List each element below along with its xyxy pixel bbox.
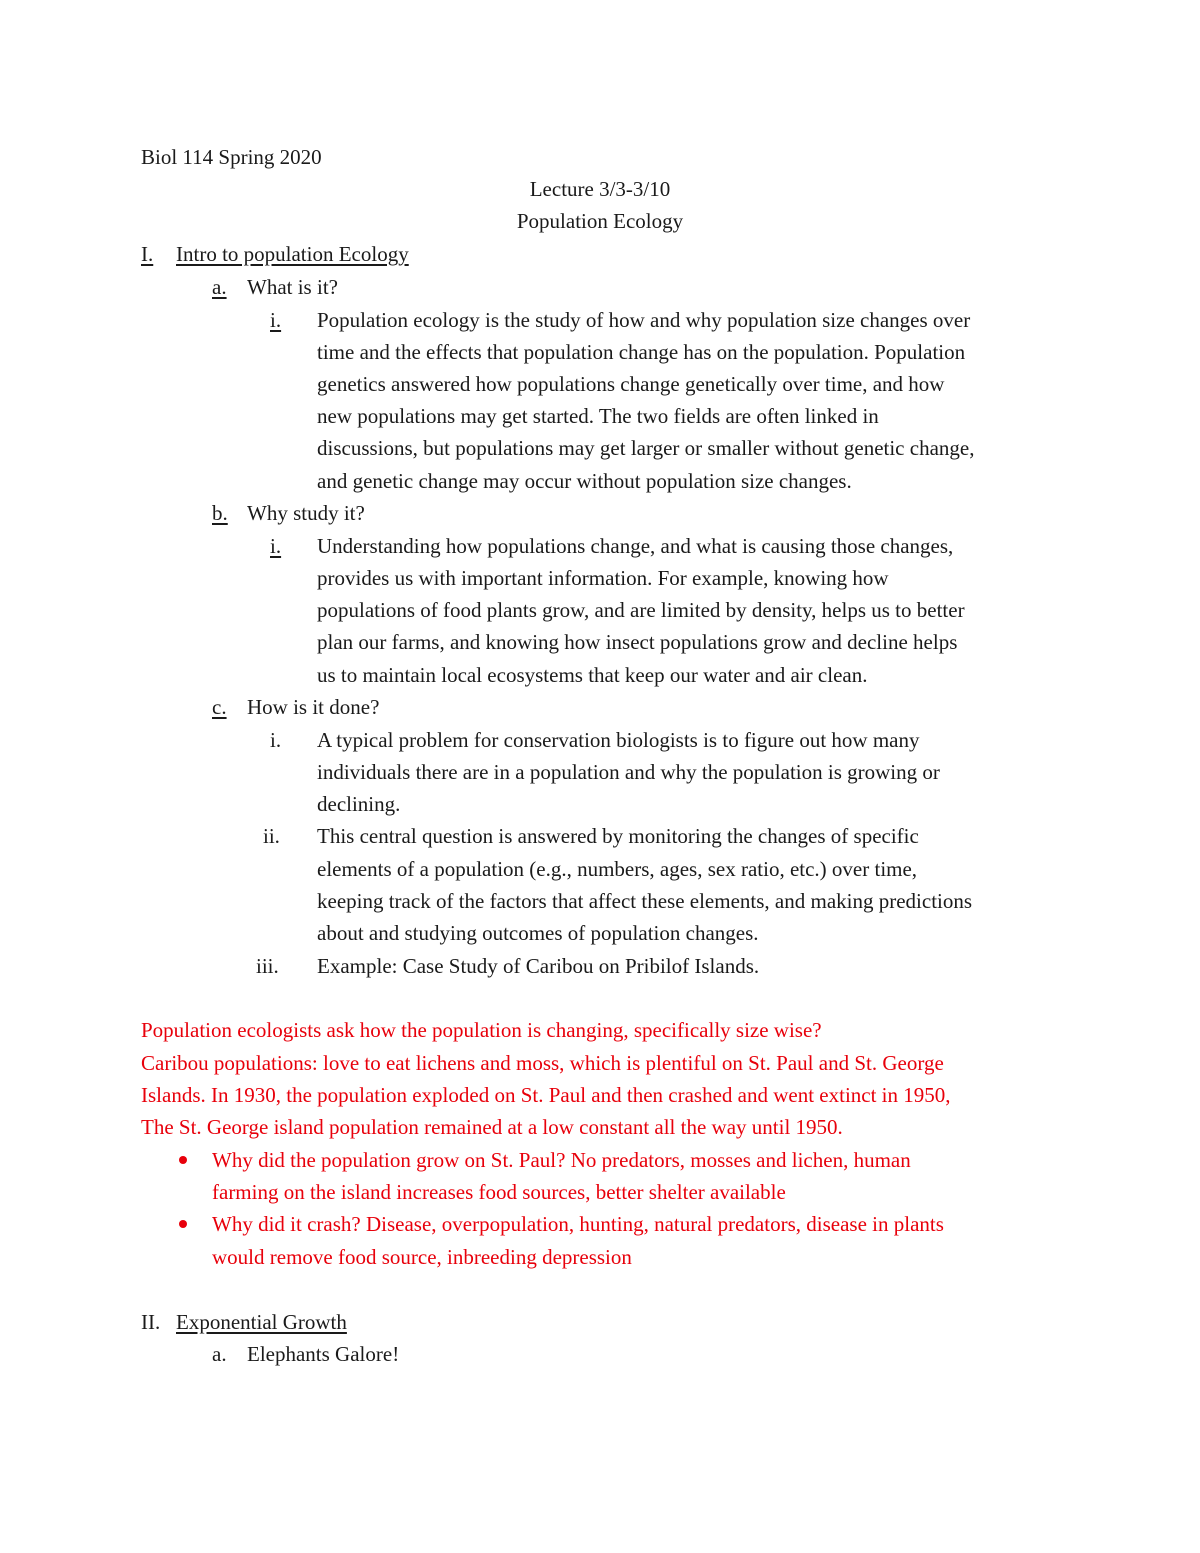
note-line: The St. George island population remained at a low constant all the way until 1950. [141, 1115, 843, 1139]
item-c-ii-marker: ii. [263, 824, 280, 848]
item-b-i-line: populations of food plants grow, and are limited by density, helps us to better [317, 598, 965, 622]
item-a-i-line: genetics answered how populations change genetically over time, and how [317, 372, 945, 396]
item-a-marker: a. [212, 275, 227, 299]
item-b-i-line: us to maintain local ecosystems that keep our water and air clean. [317, 663, 868, 687]
item-c-ii-line: about and studying outcomes of population changes. [317, 921, 759, 945]
item-a-i-line: time and the effects that population change has on the population. Population [317, 340, 966, 364]
note-bullet-line: Why did the population grow on St. Paul? No predators, mosses and lichen, human [212, 1148, 911, 1172]
item-b-marker: b. [212, 501, 228, 525]
note-bullet-line: would remove food source, inbreeding depression [212, 1245, 632, 1269]
item-a-i-line: discussions, but populations may get larger or smaller without genetic change, [317, 436, 975, 460]
item-b-i-line: plan our farms, and knowing how insect populations grow and decline helps [317, 630, 958, 654]
note-line: Islands. In 1930, the population exploded on St. Paul and then crashed and went extinct in 1950, [141, 1083, 951, 1107]
course-title: Biol 114 Spring 2020 [141, 145, 322, 169]
item-c-marker: c. [212, 695, 227, 719]
item-c-i-marker: i. [270, 728, 282, 752]
note-line: Caribou populations: love to eat lichens and moss, which is plentiful on St. Paul and St. George [141, 1051, 944, 1075]
section-2-numeral: II. [141, 1310, 161, 1334]
item-c-title: How is it done? [247, 695, 380, 719]
item-b-i-marker: i. [270, 534, 282, 558]
item-a-i-line: Population ecology is the study of how and why population size changes over [317, 308, 971, 332]
note-bullet-line: farming on the island increases food sources, better shelter available [212, 1180, 786, 1204]
bullet-dot-icon [179, 1220, 187, 1228]
item-c-i-line: declining. [317, 792, 401, 816]
item-c-ii-line: This central question is answered by monitoring the changes of specific [317, 824, 919, 848]
note-line: Population ecologists ask how the population is changing, specifically size wise? [141, 1018, 822, 1042]
note-bullet-line: Why did it crash? Disease, overpopulation, hunting, natural predators, disease in plants [212, 1212, 944, 1236]
section-2-a-title: Elephants Galore! [247, 1342, 400, 1366]
item-a-i-line: and genetic change may occur without population size changes. [317, 469, 852, 493]
section-1-numeral: I. [141, 242, 154, 266]
item-b-i-line: Understanding how populations change, and what is causing those changes, [317, 534, 954, 558]
bullet-dot-icon [179, 1156, 187, 1164]
item-b-i-line: provides us with important information. For example, knowing how [317, 566, 889, 590]
item-a-i-marker: i. [270, 308, 282, 332]
lecture-topic: Population Ecology [516, 209, 684, 233]
item-c-iii-marker: iii. [256, 954, 279, 978]
item-c-i-line: individuals there are in a population and why the population is growing or [317, 760, 940, 784]
item-c-i-line: A typical problem for conservation biologists is to figure out how many [317, 728, 920, 752]
section-1-title: Intro to population Ecology [176, 242, 409, 266]
section-2-a-marker: a. [212, 1342, 227, 1366]
item-a-i-line: new populations may get started. The two fields are often linked in [317, 404, 879, 428]
item-c-ii-line: elements of a population (e.g., numbers, ages, sex ratio, etc.) over time, [317, 857, 918, 881]
lecture-dates: Lecture 3/3-3/10 [529, 177, 671, 201]
item-b-title: Why study it? [247, 501, 365, 525]
item-c-ii-line: keeping track of the factors that affect these elements, and making predictions [317, 889, 973, 913]
section-2-title: Exponential Growth [176, 1310, 347, 1334]
item-c-iii-line: Example: Case Study of Caribou on Pribilof Islands. [317, 954, 760, 978]
item-a-title: What is it? [247, 275, 338, 299]
